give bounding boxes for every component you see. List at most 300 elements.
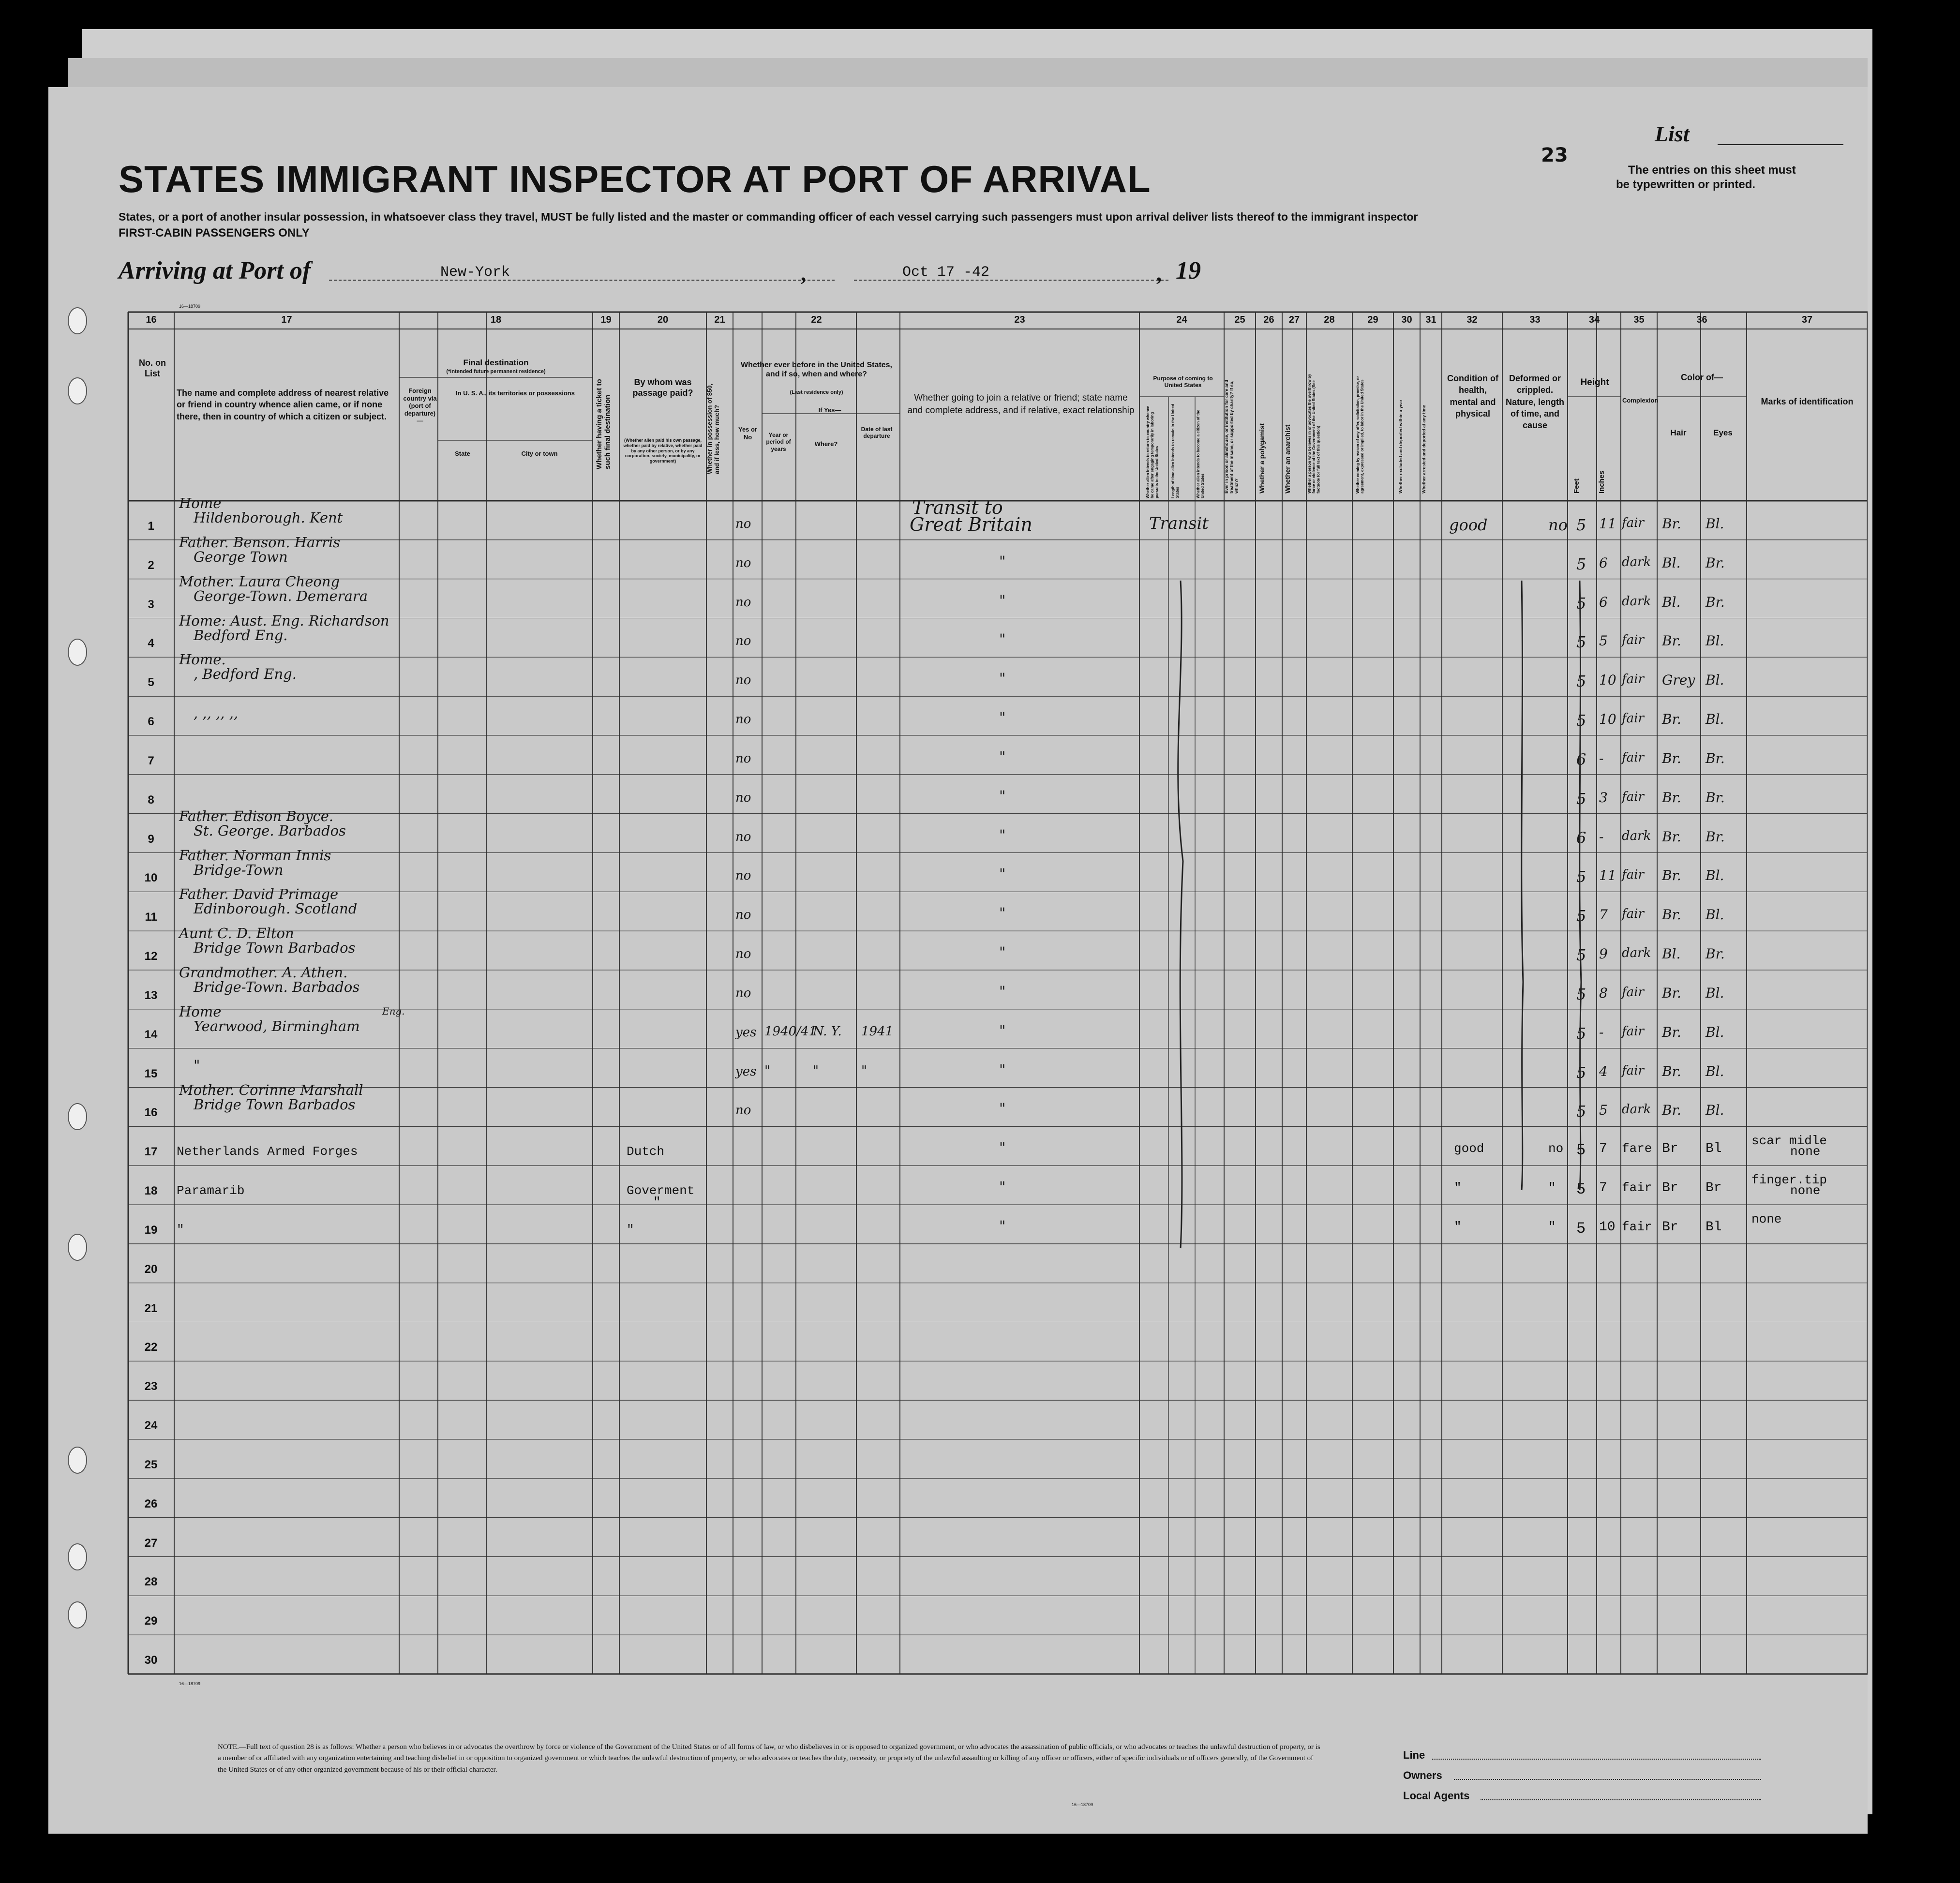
eye-color: Bl. — [1706, 515, 1724, 532]
joining-relative: " — [999, 748, 1006, 765]
height-inches: 8 — [1599, 985, 1608, 1001]
column-number: 26 — [1263, 314, 1274, 325]
row-number: 11 — [145, 911, 157, 924]
relative-name: Home — [179, 495, 222, 511]
local-agents-field — [1481, 1799, 1761, 1800]
ever-before-yes-no: no — [735, 868, 751, 883]
header-foreign-country: Foreign country via (port of departure)— — [403, 387, 437, 425]
row-number: 1 — [148, 519, 154, 533]
row-number: 22 — [144, 1341, 158, 1354]
column-number: 33 — [1529, 314, 1541, 325]
height-feet: 5 — [1576, 867, 1586, 886]
owners-label: Owners — [1403, 1769, 1442, 1781]
complexion: dark — [1622, 554, 1651, 569]
complexion: fare — [1622, 1141, 1652, 1156]
eye-color: Bl — [1706, 1219, 1722, 1235]
joining-relative: " — [999, 709, 1006, 726]
row-number: 17 — [144, 1145, 158, 1159]
eye-color: Bl. — [1706, 907, 1724, 923]
comma: , — [801, 262, 806, 285]
header-final-destination-sub: (*Intended future permanent residence) — [446, 369, 546, 374]
complexion: dark — [1622, 946, 1651, 960]
ever-before-where: " — [813, 1063, 819, 1078]
identification-marks: scar midle — [1751, 1134, 1827, 1149]
height-inches: 10 — [1599, 1219, 1616, 1235]
ever-before-yes-no: no — [735, 516, 751, 531]
complexion: fair — [1622, 985, 1644, 1000]
joining-relative: " — [999, 905, 1006, 922]
passage-paid-by: Dutch — [627, 1144, 665, 1159]
ever-before-yes-no: no — [735, 986, 751, 1001]
height-feet: 5 — [1576, 711, 1586, 730]
height-feet: 5 — [1576, 1219, 1586, 1238]
ever-before-yes-no: no — [735, 634, 751, 649]
complexion: dark — [1622, 828, 1651, 843]
ever-before-yes-no: no — [735, 751, 751, 766]
manifest-sheet — [48, 87, 1868, 1834]
row-number: 20 — [144, 1262, 158, 1276]
header-prison: Ever in prison or almshouse, or institution for care and treatment of the insane, or supported by charity? If so, which? — [1224, 379, 1239, 493]
hair-color: Br. — [1662, 1024, 1681, 1040]
relative-address: Bridge-Town. Barbados — [194, 979, 360, 995]
row-number: 24 — [144, 1419, 158, 1432]
complexion: fair — [1622, 867, 1644, 882]
column-number: 28 — [1324, 314, 1335, 325]
joining-relative: " — [999, 826, 1006, 843]
passage-paid-by: " — [627, 1222, 634, 1237]
ever-before-period: 1940/41 — [764, 1024, 817, 1039]
column-number: 36 — [1696, 314, 1707, 325]
row-number: 18 — [144, 1184, 158, 1197]
height-feet: 6 — [1576, 828, 1586, 847]
height-feet: 5 — [1576, 633, 1586, 652]
header-color-of: Color of— — [1681, 373, 1723, 382]
header-where: Where? — [814, 440, 838, 448]
complexion: fair — [1622, 907, 1644, 922]
ever-before-yes-no: no — [735, 947, 751, 961]
eye-color: Br. — [1706, 594, 1725, 610]
date-value: Oct 17 -42 — [902, 264, 990, 281]
footnote-question-28: NOTE.—Full text of question 28 is as follows: Whether a person who believes in or advocates the overthrow by force or violence of the Government of the United States or of all forms of law, or who disbelieves in or is opposed to organized government, or who advocates the assassination of public officials, or who advocates or teaches the unlawful destruction of property, or is a member of or affiliated with any organization entertaining and teaching disbelief in or opposition to organized government or which teaches the unlawful destruction of property, or who advocates or teaches the duty, necessity, or propriety of the unlawful assaulting or killing of any officer or officers, either of specific individuals or of officers generally, of the Government of the United States or of any other organized government because of his or their official character. — [218, 1743, 1320, 1774]
complexion: fair — [1622, 1181, 1652, 1195]
header-final-destination: Final destination — [463, 358, 529, 367]
height-inches: 9 — [1599, 946, 1608, 962]
joining-relative-line-1: Transit to — [912, 497, 1003, 518]
row-number: 19 — [144, 1223, 158, 1237]
joining-relative: " — [999, 944, 1006, 960]
joining-relative: " — [999, 670, 1006, 687]
height-feet: 5 — [1576, 907, 1586, 926]
row-number: 23 — [144, 1380, 158, 1393]
hair-color: Br. — [1662, 907, 1681, 923]
line-field — [1432, 1759, 1761, 1760]
header-passage-paid-sub: (Whether alien paid his own passage, whether paid by relative, whether paid by any other person, or by any corporation, society, municipality, or government) — [623, 438, 703, 464]
page-number: 23 — [1541, 144, 1568, 166]
height-inches: 10 — [1599, 711, 1616, 727]
header-complexion: Complexion — [1622, 397, 1659, 404]
header-eyes: Eyes — [1713, 428, 1733, 437]
ever-before-period: " — [764, 1063, 770, 1078]
deformed: no — [1548, 515, 1568, 534]
joining-relative: " — [999, 1022, 1006, 1039]
relative-address: " — [177, 1222, 184, 1237]
header-arrested: Whether arrested and deported at any time — [1421, 404, 1426, 493]
row-number: 15 — [144, 1067, 158, 1080]
eye-color: Br. — [1706, 750, 1725, 766]
header-purpose-b: Length of time alien intends to remain in the United States — [1171, 404, 1180, 498]
height-feet: 5 — [1576, 1102, 1586, 1121]
passage-paid-by: Goverment — [627, 1183, 695, 1198]
row-number: 3 — [148, 598, 154, 611]
height-inches: - — [1599, 828, 1604, 845]
column-number: 21 — [714, 314, 725, 325]
row-number: 26 — [144, 1497, 158, 1510]
row-number: 28 — [144, 1575, 158, 1589]
complexion: fair — [1622, 789, 1644, 804]
eye-color: Bl. — [1706, 633, 1724, 649]
header-period: Year or period of years — [766, 432, 791, 452]
row-number: 12 — [144, 950, 158, 963]
row-number: 4 — [148, 637, 154, 650]
ever-before-departure: 1941 — [861, 1024, 894, 1039]
hair-color: Br. — [1662, 867, 1681, 884]
deformed: " — [1548, 1181, 1556, 1195]
ever-before-yes-no: yes — [735, 1064, 757, 1079]
hair-color: Br. — [1662, 1102, 1681, 1119]
row-number: 16 — [144, 1106, 158, 1120]
ever-before-yes-no: no — [735, 595, 751, 610]
column-number: 31 — [1425, 314, 1436, 325]
relative-address: Bridge-Town — [194, 861, 284, 878]
first-cabin-label: FIRST-CABIN PASSENGERS ONLY — [119, 226, 310, 239]
height-feet: 5 — [1576, 594, 1586, 613]
header-if-yes: If Yes— — [818, 406, 841, 414]
identification-marks-2: none — [1790, 1183, 1821, 1198]
header-purpose-c: Whether alien intends to become a citizen of the United States — [1196, 409, 1205, 498]
eye-color: Bl. — [1706, 711, 1724, 727]
header-anarchist: Whether an anarchist — [1284, 424, 1291, 493]
header-marks: Marks of identification — [1761, 397, 1854, 406]
passage-paid-ditto: " — [653, 1195, 661, 1210]
height-inches: 5 — [1599, 633, 1608, 649]
height-feet: 5 — [1576, 1063, 1586, 1082]
port-value: New-York — [440, 264, 510, 281]
joining-relative: Great Britain — [910, 513, 1032, 535]
row-number: 9 — [148, 832, 154, 846]
row-number: 30 — [144, 1654, 158, 1667]
ever-before-yes-no: no — [735, 790, 751, 805]
complexion: fair — [1622, 672, 1644, 687]
relative-name: Home — [179, 1003, 222, 1020]
comma: , — [1156, 262, 1162, 285]
ever-before-yes-no: no — [735, 673, 751, 688]
hair-color: Br — [1662, 1181, 1678, 1196]
header-offer-labor: Whether coming by reason of any offer, solicitation, promise, or agreement, expressed or implied, to labor in the United States — [1356, 376, 1365, 493]
list-label: List — [1655, 121, 1690, 146]
column-number: 20 — [657, 314, 669, 325]
header-inches: Inches — [1598, 470, 1606, 493]
header-deformed: Deformed or crippled. Nature, length of time, and cause — [1505, 374, 1564, 431]
form-code-bottom: 16—18709 — [179, 1681, 201, 1686]
eye-color: Br. — [1706, 828, 1725, 845]
hair-color: Br. — [1662, 789, 1681, 806]
owners-field — [1454, 1779, 1761, 1780]
height-feet: 5 — [1576, 1024, 1586, 1043]
column-number: 25 — [1234, 314, 1245, 325]
column-number: 18 — [490, 314, 502, 325]
hair-color: Br. — [1662, 515, 1681, 532]
hair-color: Br. — [1662, 828, 1681, 845]
complexion: dark — [1622, 594, 1651, 609]
health-condition: good — [1449, 515, 1488, 534]
health-condition: " — [1454, 1181, 1462, 1195]
ever-before-yes-no: no — [735, 555, 751, 570]
ditto-strokes — [48, 87, 1868, 1834]
ever-before-yes-no: no — [735, 712, 751, 727]
eye-color: Bl. — [1706, 1024, 1724, 1040]
row-number: 25 — [144, 1458, 158, 1471]
relative-name: Home. — [179, 651, 226, 668]
row-number: 8 — [148, 793, 154, 807]
height-feet: 5 — [1576, 515, 1586, 534]
complexion: dark — [1622, 1102, 1651, 1117]
row-number: 27 — [144, 1536, 158, 1550]
row-number: 10 — [144, 871, 158, 885]
joining-relative: " — [999, 1179, 1006, 1195]
row-number: 21 — [144, 1301, 158, 1315]
column-number: 22 — [811, 314, 822, 325]
relative-address: Paramarib — [177, 1183, 245, 1198]
row-number: 29 — [144, 1614, 158, 1628]
intro-line: States, or a port of another insular possession, in whatsoever class they travel, MUST be fully listed and the master or commanding officer of each vessel carrying such passengers must upon arrival deliver lists thereof to the immigrant inspector — [119, 210, 1418, 223]
hair-color: Br. — [1662, 633, 1681, 649]
row-number: 5 — [148, 676, 154, 689]
eye-color: Bl. — [1706, 1063, 1724, 1079]
header-yes-no: Yes or No — [738, 426, 758, 441]
identification-marks: finger.tip — [1751, 1173, 1827, 1187]
ever-before-departure: " — [861, 1063, 867, 1078]
joining-relative: " — [999, 592, 1006, 609]
header-relative-address: The name and complete address of nearest relative or friend in country whence alien came, or if none there, then in country of which a citizen or subject. — [177, 388, 389, 421]
relative-address: Edinborough. Scotland — [194, 900, 358, 917]
column-number: 29 — [1367, 314, 1378, 325]
hair-color: Bl. — [1662, 594, 1681, 610]
relative-address: St. George. Barbados — [194, 822, 346, 839]
column-number: 23 — [1014, 314, 1025, 325]
ever-before-yes-no: no — [735, 829, 751, 844]
header-last-departure: Date of last departure — [861, 426, 893, 440]
joining-relative: " — [999, 1061, 1006, 1078]
row-number: 2 — [148, 558, 154, 572]
eye-color: Br. — [1706, 789, 1725, 806]
height-inches: - — [1599, 1024, 1604, 1040]
height-inches: 7 — [1599, 907, 1608, 923]
complexion: fair — [1622, 1024, 1644, 1039]
complexion: fair — [1622, 711, 1644, 726]
column-number: 24 — [1176, 314, 1187, 325]
eye-color: Br. — [1706, 554, 1725, 571]
relative-name: Grandmother. A. Athen. — [179, 964, 348, 981]
row-number: 7 — [148, 754, 154, 767]
height-feet: 6 — [1576, 750, 1586, 769]
row-number: 14 — [144, 1028, 158, 1041]
hair-color: Bl. — [1662, 554, 1681, 571]
relative-address: Bedford Eng. — [194, 627, 288, 643]
arriving-label: Arriving at Port of — [119, 257, 311, 284]
header-ever-before: Whether ever before in the United States, and if so, when and where? — [741, 361, 892, 379]
joining-relative: " — [999, 1100, 1006, 1117]
ever-before-yes-no: yes — [735, 1025, 757, 1040]
ever-before-where: N. Y. — [813, 1024, 842, 1039]
typewritten-notice-line-2: be typewritten or printed. — [1616, 178, 1756, 191]
height-inches: 6 — [1599, 594, 1608, 610]
relative-name: Mother. Laura Cheong — [179, 573, 340, 590]
relative-address: Hildenborough. Kent — [194, 509, 343, 526]
eye-color: Bl — [1706, 1141, 1722, 1157]
hair-color: Bl. — [1662, 946, 1681, 962]
header-going-to-join: Whether going to join a relative or friend; state name and complete address, and if relative, exact relationship — [907, 393, 1135, 416]
column-number: 17 — [281, 314, 292, 325]
relative-address: George-Town. Demerara — [194, 587, 368, 604]
header-height: Height — [1580, 377, 1609, 388]
header-purpose: Purpose of coming to United States — [1153, 375, 1213, 389]
column-number: 32 — [1466, 314, 1478, 325]
ditto-stroke-col24 — [1178, 581, 1183, 1248]
height-inches: 3 — [1599, 789, 1608, 806]
height-inches: 11 — [1599, 515, 1616, 532]
relative-name: Mother. Corinne Marshall — [179, 1081, 363, 1098]
eye-color: Bl. — [1706, 867, 1724, 884]
joining-relative: " — [999, 553, 1006, 569]
hair-color: Grey — [1662, 672, 1695, 688]
header-overthrow: Whether a person who believes in or advocates the overthrow by force or violence of the Government of the United States (See footnote for full text of this question) — [1307, 374, 1321, 493]
header-excluded: Whether excluded and deported within a year — [1398, 399, 1403, 493]
relative-address: Bridge Town Barbados — [194, 940, 356, 956]
column-number: 34 — [1588, 314, 1600, 325]
header-money: Whether in possession of $50, and if less, how much? — [706, 383, 720, 474]
ever-before-yes-no: no — [735, 908, 751, 923]
height-feet: 5 — [1576, 1181, 1586, 1198]
hair-color: Br — [1662, 1219, 1678, 1235]
relative-address: Yearwood, Birmingham — [194, 1017, 360, 1034]
joining-relative: " — [999, 1217, 1006, 1234]
relative-name: Home: Aust. Eng. Richardson — [179, 612, 389, 629]
complexion: fair — [1622, 1063, 1644, 1078]
identification-marks-2: none — [1790, 1144, 1821, 1159]
eye-color: Bl. — [1706, 672, 1724, 688]
hair-color: Br. — [1662, 1063, 1681, 1079]
column-number: 30 — [1401, 314, 1412, 325]
purpose: Transit — [1149, 513, 1209, 533]
height-feet: 5 — [1576, 554, 1586, 573]
identification-marks: none — [1751, 1211, 1782, 1226]
height-inches: 5 — [1599, 1102, 1608, 1119]
header-in-usa: In U. S. A., its territories or possessions — [456, 389, 575, 397]
joining-relative: " — [999, 983, 1006, 1000]
ditto-stroke-col33 — [1580, 581, 1581, 1190]
height-inches: 7 — [1599, 1181, 1607, 1196]
height-inches: 11 — [1599, 867, 1616, 884]
header-city: City or town — [521, 450, 558, 457]
eye-color: Bl. — [1706, 985, 1724, 1001]
deformed: no — [1548, 1141, 1564, 1156]
relative-name: Aunt C. D. Elton — [179, 925, 294, 942]
relative-address: , ,, ,, ,, — [194, 705, 239, 722]
relative-address: " — [194, 1057, 200, 1074]
local-agents-label: Local Agents — [1403, 1790, 1470, 1802]
header-passage-paid: By whom was passage paid? — [632, 377, 693, 398]
form-code-top: 16—18709 — [179, 304, 201, 309]
eye-color: Br. — [1706, 946, 1725, 962]
header-ticket: Whether having a ticket to such final destination — [595, 379, 612, 469]
header-health: Condition of health, mental and physical — [1447, 374, 1498, 418]
height-inches: 6 — [1599, 554, 1608, 571]
ever-before-yes-no: no — [735, 1103, 751, 1118]
relative-address: , Bedford Eng. — [194, 666, 297, 683]
hair-color: Br. — [1662, 750, 1681, 766]
joining-relative: " — [999, 787, 1006, 804]
height-feet: 5 — [1576, 946, 1586, 964]
line-label: Line — [1403, 1749, 1425, 1761]
complexion: fair — [1622, 750, 1644, 765]
relative-address: Bridge Town Barbados — [194, 1096, 356, 1113]
eye-color: Br — [1706, 1181, 1722, 1196]
column-number: 27 — [1288, 314, 1300, 325]
hair-color: Br — [1662, 1141, 1678, 1157]
health-condition: " — [1454, 1219, 1462, 1234]
height-inches: 10 — [1599, 672, 1616, 688]
header-polygamist: Whether a polygamist — [1258, 423, 1266, 493]
complexion: fair — [1622, 515, 1644, 530]
column-number: 37 — [1801, 314, 1813, 325]
hair-color: Br. — [1662, 985, 1681, 1001]
health-condition: good — [1454, 1141, 1484, 1156]
relative-note: Eng. — [382, 1005, 405, 1017]
note-form-code: 16—18709 — [1072, 1802, 1093, 1807]
relative-address: George Town — [194, 548, 288, 565]
height-feet: 5 — [1576, 789, 1586, 808]
deformed: " — [1548, 1219, 1556, 1234]
column-number: 19 — [600, 314, 612, 325]
header-hair: Hair — [1670, 428, 1687, 437]
page-title: STATES IMMIGRANT INSPECTOR AT PORT OF ARRIVAL — [119, 158, 1151, 200]
relative-name: Father. Edison Boyce. — [179, 807, 334, 824]
row-number: 13 — [144, 988, 158, 1002]
header-no-on-list: No. on List — [139, 358, 166, 378]
relative-address: Netherlands Armed Forges — [177, 1144, 358, 1159]
complexion: fair — [1622, 1219, 1652, 1234]
height-inches: - — [1599, 750, 1604, 766]
height-feet: 5 — [1576, 672, 1586, 691]
column-number: 35 — [1633, 314, 1645, 325]
header-purpose-a: Whether alien intends to return to country whence he came after engaging temporarily in laboring pursuits in the United States — [1146, 405, 1159, 498]
eye-color: Bl. — [1706, 1102, 1724, 1119]
height-inches: 4 — [1599, 1063, 1608, 1079]
year-prefix: 19 — [1176, 257, 1201, 284]
height-feet: 5 — [1576, 985, 1586, 1003]
header-state: State — [455, 450, 470, 457]
joining-relative: " — [999, 631, 1006, 648]
height-feet: 5 — [1576, 1141, 1586, 1160]
relative-name: Father. Norman Innis — [179, 847, 331, 864]
complexion: fair — [1622, 633, 1644, 648]
joining-relative: " — [999, 1139, 1006, 1156]
header-last-residence: (Last residence only) — [790, 389, 843, 395]
column-number: 16 — [146, 314, 157, 325]
row-number: 6 — [148, 715, 154, 728]
height-inches: 7 — [1599, 1141, 1607, 1157]
typewritten-notice-line-1: The entries on this sheet must — [1628, 164, 1796, 177]
